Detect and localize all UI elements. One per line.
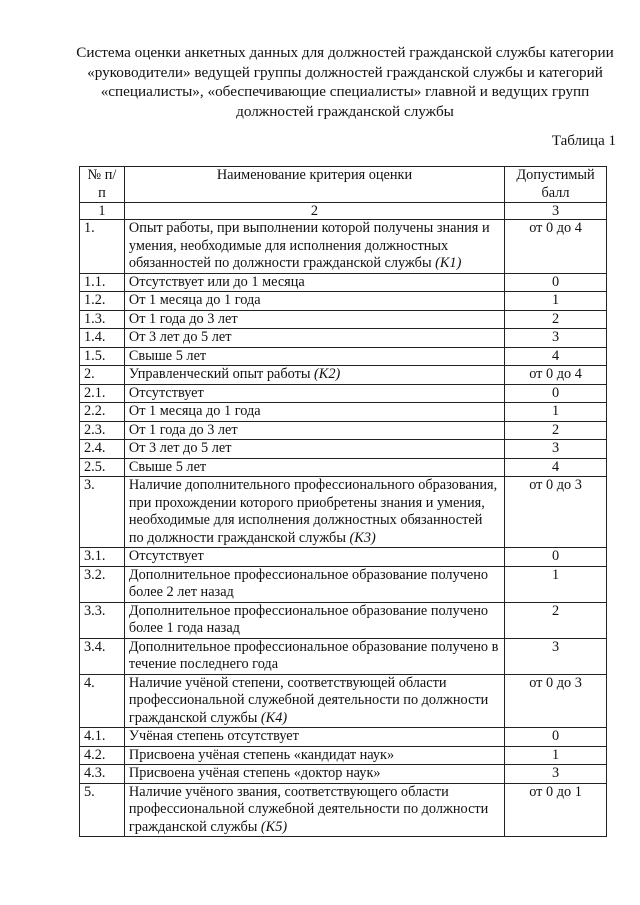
- row-score: от 0 до 3: [505, 674, 607, 728]
- row-criterion: [124, 273, 504, 292]
- row-score: 0: [505, 728, 607, 747]
- header-criterion: Наименование критерия оценки: [124, 167, 504, 203]
- criterion-text: Дополнительное профессиональное образование получено в течение последнего года: [128, 638, 499, 672]
- table-row: [80, 746, 607, 765]
- column-number-3: 3: [505, 203, 607, 220]
- row-criterion: [124, 440, 504, 459]
- row-score: 1: [505, 292, 607, 311]
- row-criterion: [124, 292, 504, 311]
- row-criterion: [124, 477, 504, 548]
- row-criterion: [124, 765, 504, 784]
- table-column-numbers-row: [80, 203, 607, 220]
- table-row: [80, 329, 607, 348]
- criterion-text: От 3 лет до 5 лет: [128, 329, 232, 345]
- table-label: Таблица 1: [551, 133, 616, 149]
- criterion-text: Отсутствует: [128, 548, 204, 564]
- row-criterion: [124, 548, 504, 567]
- row-criterion: [124, 602, 504, 638]
- table-row: [80, 384, 607, 403]
- row-criterion: [124, 638, 504, 674]
- row-score: 2: [505, 602, 607, 638]
- row-criterion: [124, 458, 504, 477]
- criteria-table: [79, 166, 607, 837]
- row-number: 3.2.: [80, 566, 125, 602]
- row-criterion: [124, 728, 504, 747]
- row-criterion: [124, 220, 504, 274]
- document-title: [60, 43, 630, 121]
- row-number: 3.: [80, 477, 125, 548]
- title-line-4: должностей гражданской службы: [236, 102, 454, 120]
- row-score: от 0 до 3: [505, 477, 607, 548]
- row-number: 1.2.: [80, 292, 125, 311]
- criterion-text: Наличие учёного звания, соответствующего области профессиональной служебной деятельности по должности гражданской службы: [128, 783, 489, 835]
- criterion-text: Отсутствует или до 1 месяца: [128, 273, 305, 290]
- table-body: [80, 220, 607, 837]
- criterion-text: Дополнительное профессиональное образование получено более 2 лет назад: [128, 566, 489, 600]
- criterion-text: От 3 лет до 5 лет: [128, 440, 232, 456]
- header-num: № п/п: [80, 167, 125, 203]
- row-number: 2.2.: [80, 403, 125, 422]
- table-row: [80, 310, 607, 329]
- row-score: от 0 до 4: [505, 366, 607, 385]
- row-criterion: [124, 566, 504, 602]
- table-row: [80, 273, 607, 292]
- column-number-2: 2: [124, 203, 504, 220]
- coefficient-label: (K5): [260, 818, 288, 835]
- criterion-text: От 1 месяца до 1 года: [128, 403, 261, 419]
- row-score: 4: [505, 347, 607, 366]
- table-row: [80, 403, 607, 422]
- row-number: 4.2.: [80, 746, 125, 765]
- row-number: 3.3.: [80, 602, 125, 638]
- row-criterion: [124, 347, 504, 366]
- table-row: [80, 440, 607, 459]
- criterion-text: От 1 года до 3 лет: [128, 421, 238, 438]
- row-number: 4.1.: [80, 728, 125, 747]
- row-score: от 0 до 4: [505, 220, 607, 274]
- row-criterion: [124, 746, 504, 765]
- column-number-1: 1: [80, 203, 125, 220]
- row-criterion: [124, 384, 504, 403]
- row-score: 1: [505, 566, 607, 602]
- row-score: 1: [505, 403, 607, 422]
- row-score: 2: [505, 421, 607, 440]
- row-score: 3: [505, 329, 607, 348]
- table-row: [80, 477, 607, 548]
- table-row: [80, 602, 607, 638]
- row-number: 2.5.: [80, 458, 125, 477]
- criterion-text: Учёная степень отсутствует: [128, 728, 299, 744]
- row-score: 3: [505, 440, 607, 459]
- table-row: [80, 347, 607, 366]
- row-score: 3: [505, 765, 607, 784]
- row-number: 2.4.: [80, 440, 125, 459]
- criterion-text: От 1 года до 3 лет: [128, 310, 238, 327]
- row-score: 4: [505, 458, 607, 477]
- criterion-text: Управленческий опыт работы: [128, 366, 315, 382]
- title-line-1: Система оценки анкетных данных для должностей гражданской службы категории: [76, 44, 614, 61]
- row-criterion: [124, 421, 504, 440]
- row-score: 0: [505, 273, 607, 292]
- table-header-row: [80, 167, 607, 203]
- title-line-3: «специалисты», «обеспечивающие специалисты» главной и ведущих групп: [100, 83, 590, 100]
- row-criterion: [124, 783, 504, 837]
- row-criterion: [124, 366, 504, 385]
- criterion-text: Свыше 5 лет: [128, 347, 207, 364]
- table-row: [80, 548, 607, 567]
- row-score: 3: [505, 638, 607, 674]
- criterion-text: Опыт работы, при выполнении которой получены знания и умения, необходимые для исполнения должностных обязанностей по должности гражданской службы: [128, 220, 490, 271]
- header-score: Допустимый балл: [505, 167, 607, 203]
- table-row: [80, 638, 607, 674]
- row-number: 3.1.: [80, 548, 125, 567]
- row-number: 5.: [80, 783, 125, 837]
- row-number: 1.: [80, 220, 125, 274]
- row-number: 2.3.: [80, 421, 125, 440]
- row-criterion: [124, 403, 504, 422]
- criterion-text: Наличие учёной степени, соответствующей области профессиональной служебной деятельности по должности гражданской службы: [128, 674, 489, 726]
- row-score: от 0 до 1: [505, 783, 607, 837]
- row-number: 2.1.: [80, 384, 125, 403]
- row-criterion: [124, 329, 504, 348]
- criterion-text: Свыше 5 лет: [128, 458, 207, 475]
- table-row: [80, 220, 607, 274]
- coefficient-label: (K1): [435, 255, 462, 271]
- table-row: [80, 421, 607, 440]
- table-row: [80, 366, 607, 385]
- table-row: [80, 292, 607, 311]
- row-score: 1: [505, 746, 607, 765]
- criterion-text: Отсутствует: [128, 384, 204, 401]
- table-row: [80, 566, 607, 602]
- coefficient-label: (K4): [260, 709, 288, 726]
- row-number: 4.3.: [80, 765, 125, 784]
- title-line-2: «руководители» ведущей группы должностей гражданской службы и категорий: [87, 63, 603, 81]
- criterion-text: Присвоена учёная степень «доктор наук»: [128, 765, 381, 781]
- coefficient-label: (K3): [349, 529, 376, 546]
- table-row: [80, 674, 607, 728]
- coefficient-label: (K2): [314, 366, 341, 382]
- table-row: [80, 765, 607, 784]
- table-row: [80, 728, 607, 747]
- row-criterion: [124, 674, 504, 728]
- table-row: [80, 783, 607, 837]
- criterion-text: Присвоена учёная степень «кандидат наук»: [128, 746, 395, 763]
- row-score: 0: [505, 384, 607, 403]
- table-row: [80, 458, 607, 477]
- criterion-text: Наличие дополнительного профессионального образования, при прохождении которого приобретены знания и умения, необходимые для исполнения должностных обязанностей по должности гражданской службы: [128, 477, 498, 546]
- row-number: 1.1.: [80, 273, 125, 292]
- criterion-text: От 1 месяца до 1 года: [128, 292, 261, 308]
- row-score: 0: [505, 548, 607, 567]
- row-criterion: [124, 310, 504, 329]
- row-number: 1.5.: [80, 347, 125, 366]
- row-number: 4.: [80, 674, 125, 728]
- row-number: 1.3.: [80, 310, 125, 329]
- row-number: 3.4.: [80, 638, 125, 674]
- row-score: 2: [505, 310, 607, 329]
- criterion-text: Дополнительное профессиональное образование получено более 1 года назад: [128, 602, 489, 636]
- row-number: 2.: [80, 366, 125, 385]
- row-number: 1.4.: [80, 329, 125, 348]
